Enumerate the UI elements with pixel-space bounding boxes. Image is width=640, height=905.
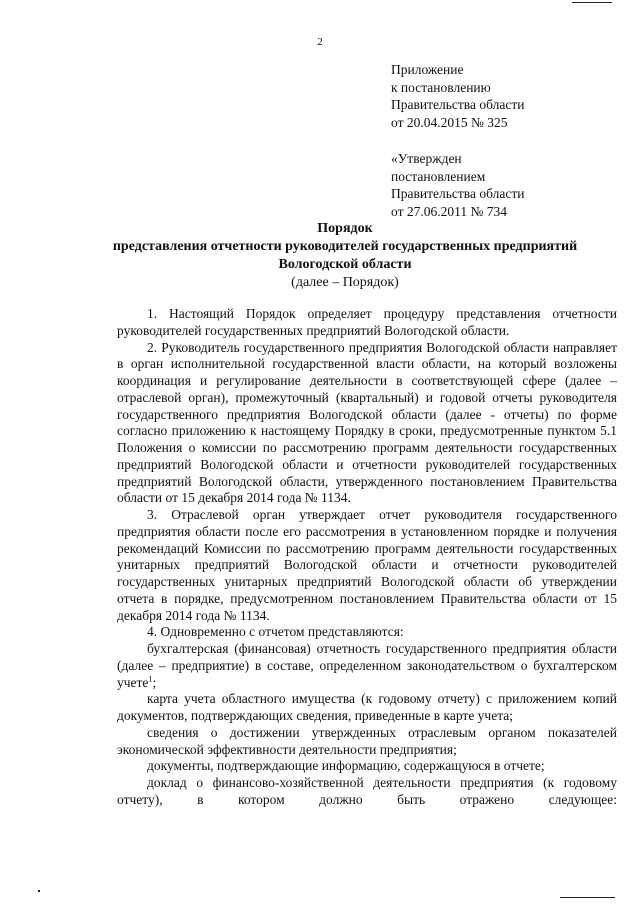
addendum-block <box>391 61 524 131</box>
addendum-line: Правительства области <box>391 97 525 112</box>
paragraph-1: 1. Настоящий Порядок определяет процедуру представления отчетности руководителей государственных предприятий Вологодской области. <box>117 306 617 338</box>
scan-mark-bottom-right <box>560 897 615 898</box>
title-line-1: Порядок <box>317 221 373 236</box>
paragraph-8: документы, подтверждающие информацию, содержащуюся в отчете; <box>147 758 545 774</box>
scan-mark-top-right <box>572 2 612 3</box>
title-line-2: представления отчетности руководителей государственных предприятий <box>112 239 578 254</box>
paragraph-3: 3. Отраслевой орган утверждает отчет руководителя государственного предприятия области после его рассмотрения в установленном порядке и получения рекомендаций Комиссии по рассмотрению программ деятельности государственных унитарных предприятий Вологодской области и отчетности руководителей государственных унитарных предприятий Вологодской области об утверждении отчета в порядке, предусмотренном постановлением Правительства области от 15 декабря 2014 года № 1134. <box>117 507 617 623</box>
paragraph-9: доклад о финансово-хозяйственной деятельности предприятия (к годовому отчету), в котором должно быть отражено следующее: <box>117 775 617 807</box>
paragraph-6: карта учета областного имущества (к годовому отчету) с приложением копий документов, подтверждающих сведения, приведенные в карте учета; <box>117 691 617 723</box>
document-title <box>90 220 600 292</box>
page-number: 2 <box>317 36 323 48</box>
paragraph-2: 2. Руководитель государственного предприятия Вологодской области направляет в орган исполнительной государственной власти области, на который возложены координация и регулирование деятельности в соответствующей сфере (далее – отраслевой орган), промежуточный (квартальный) и годовой отчеты руководителя государственного предприятия Вологодской области (далее - отчеты) по форме согласно приложению к настоящему Порядку в сроки, предусмотренные пунктом 5.1 Положения о комиссии по рассмотрению программ деятельности государственных предприятий Вологодской области и отчетности руководителей государственных предприятий Вологодской области, утвержденного постановлением Правительства области от 15 декабря 2014 года № 1134. <box>117 339 617 506</box>
paragraph-5-text: бухгалтерская (финансовая) отчетность государственного предприятия области (далее – предприятие) в составе, определенном законодательством о бухгалтерском учете <box>117 641 617 690</box>
paragraph-7: сведения о достижении утвержденных отраслевым органом показателей экономической эффективности деятельности предприятия; <box>117 724 617 757</box>
approved-line: «Утвержден <box>391 151 462 166</box>
approved-block <box>391 150 524 220</box>
title-line-3: Вологодской области <box>278 257 412 272</box>
footnote-marker: 1 <box>148 674 153 683</box>
scan-mark-bottom-left <box>38 890 40 892</box>
paragraph-5-end: ; <box>152 674 157 690</box>
approved-line: постановлением <box>391 168 486 184</box>
approved-line: Правительства области <box>391 186 525 201</box>
title-subtitle: (далее – Порядок) <box>291 275 399 290</box>
paragraph-5 <box>117 641 617 691</box>
addendum-line: от 20.04.2015 № 325 <box>391 114 508 130</box>
addendum-line: Приложение <box>391 62 464 77</box>
document-body <box>117 306 617 809</box>
addendum-line: к постановлению <box>391 79 491 95</box>
approved-line: от 27.06.2011 № 734 <box>391 203 507 219</box>
paragraph-4: 4. Одновременно с отчетом представляются: <box>147 624 404 640</box>
